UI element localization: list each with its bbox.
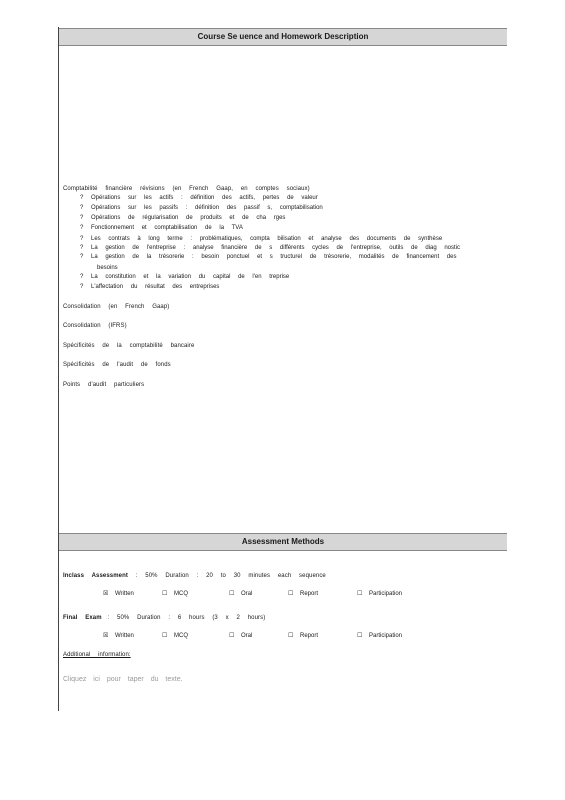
option-written[interactable]: [103, 632, 134, 639]
bullet-item: ? Les contrats à long terme : problématiques, compta bilisation et analyse des documents de synthèse: [80, 236, 443, 242]
additional-info-label: Additional information:: [63, 652, 131, 658]
topic-item: Spécificités de l'audit de fonds: [63, 362, 171, 368]
additional-info-input[interactable]: Cliquez ici pour taper du texte.: [63, 676, 183, 683]
inclass-row: [63, 573, 326, 579]
bullet-item: ? Opérations sur les actifs : définition des actifs, pertes de valeur: [80, 195, 318, 201]
option-participation[interactable]: [357, 590, 402, 597]
checkbox-icon[interactable]: ☐: [229, 591, 235, 597]
option-label: MCQ: [174, 633, 188, 639]
topic-item: Points d'audit particuliers: [63, 382, 145, 388]
bullet-item: ? La gestion de l'entreprise : analyse financière de s différents cycles de l'entreprise, outils de diag nostic: [80, 245, 461, 251]
bullet-item: ? La constitution et la variation du capital de l'en treprise: [80, 274, 290, 280]
inclass-label: Inclass Assessment: [63, 573, 128, 579]
checkbox-icon[interactable]: ☐: [162, 633, 168, 639]
final-row: [63, 615, 265, 621]
option-label: Participation: [369, 633, 403, 639]
inclass-details: : 50% Duration : 20 to 30 minutes each sequence: [135, 573, 326, 579]
assessment-header: Assessment Methods: [59, 533, 507, 551]
option-label: Report: [300, 591, 319, 597]
option-label: Participation: [369, 591, 403, 597]
final-label: Final Exam: [63, 615, 102, 621]
option-report[interactable]: [288, 590, 318, 597]
topic-item: Consolidation (IFRS): [63, 323, 127, 329]
checkbox-icon[interactable]: ☐: [288, 633, 294, 639]
checkbox-icon[interactable]: ☐: [162, 591, 168, 597]
bullet-item: ? Opérations de régularisation de produits et de cha rges: [80, 215, 286, 221]
bullet-item: ? Opérations sur les passifs : définition des passif s, comptabilisation: [80, 205, 323, 211]
sequence-header: Course Se uence and Homework Description: [59, 28, 507, 46]
document-frame: [58, 27, 508, 711]
bullet-item: ? L'affectation du résultat des entreprises: [80, 284, 220, 290]
final-details: : 50% Duration : 6 hours (3 x 2 hours): [107, 615, 266, 621]
checked-box-icon[interactable]: ☒: [103, 633, 109, 639]
option-oral[interactable]: [229, 632, 252, 639]
topic-item: Consolidation (en French Gaap): [63, 304, 170, 310]
option-written[interactable]: [103, 590, 134, 597]
option-oral[interactable]: [229, 590, 252, 597]
checkbox-icon[interactable]: ☐: [357, 591, 363, 597]
checkbox-icon[interactable]: ☐: [357, 633, 363, 639]
option-mcq[interactable]: [162, 632, 188, 639]
option-label: Oral: [241, 591, 253, 597]
option-label: Written: [115, 633, 134, 639]
option-label: MCQ: [174, 591, 188, 597]
checkbox-icon[interactable]: ☐: [288, 591, 294, 597]
checkbox-icon[interactable]: ☐: [229, 633, 235, 639]
option-report[interactable]: [288, 632, 318, 639]
option-label: Oral: [241, 633, 253, 639]
bullet-item: ? La gestion de la trésorerie : besoin ponctuel et s tructurel de trésorerie, modalités de financement des: [80, 254, 457, 260]
option-mcq[interactable]: [162, 590, 188, 597]
bullet-item: besoins: [97, 265, 118, 271]
bullet-item: ? Fonctionnement et comptabilisation de la TVA: [80, 225, 243, 231]
option-label: Written: [115, 591, 134, 597]
option-participation[interactable]: [357, 632, 402, 639]
topic-item: Spécificités de la comptabilité bancaire: [63, 343, 195, 349]
description-title: Comptabilité financière révisions (en French Gaap, en comptes sociaux): [63, 186, 310, 192]
checked-box-icon[interactable]: ☒: [103, 591, 109, 597]
option-label: Report: [300, 633, 319, 639]
